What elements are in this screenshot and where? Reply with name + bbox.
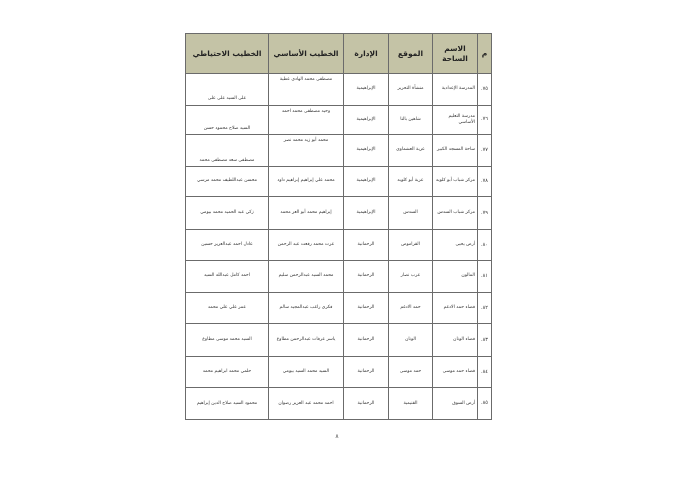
header-place-name: الاسم الساحة (433, 34, 478, 74)
cell-location: الونان (389, 324, 433, 357)
cell-num: ٨٤. (478, 356, 492, 388)
cell-location: منشأة التحرير (389, 74, 433, 106)
cell-alternate-khatib: السيد محمد موسى مطاوع (186, 324, 269, 357)
cell-administration: الإبراهيمية (344, 197, 389, 230)
cell-num: ٨١. (478, 261, 492, 293)
cell-administration: الإبراهيمية (344, 74, 389, 106)
cell-num: ٨٠. (478, 229, 492, 261)
cell-num: ٨٥. (478, 388, 492, 420)
cell-num: ٧٩. (478, 197, 492, 230)
cell-administration: الإبراهيمية (344, 135, 389, 167)
cell-alternate-khatib: عادل احمد عبدالعزيز حسين (186, 229, 269, 261)
header-administration: الإدارة (344, 34, 389, 74)
cell-num: ٧٨. (478, 166, 492, 197)
cell-main-khatib: وحيد مصطفى محمد احمد (269, 105, 344, 135)
cell-num: ٨٣. (478, 324, 492, 357)
cell-location: حمد موسى (389, 356, 433, 388)
table-row (186, 197, 492, 230)
table-row (186, 229, 492, 261)
cell-administration: الرحمانية (344, 356, 389, 388)
cell-place-name: فضاء حمد الادغم (433, 292, 478, 324)
cell-main-khatib: السيد محمد السيد بيومي (269, 356, 344, 388)
cell-administration: الرحمانية (344, 261, 389, 293)
cell-main-khatib: عزت محمد رفعت عبد الرحمن (269, 229, 344, 261)
table-row (186, 324, 492, 357)
cell-place-name: مركز شباب أبو كلوبه (433, 166, 478, 197)
cell-location: شاهين بالنا (389, 105, 433, 135)
table-row (186, 105, 492, 135)
cell-administration: الرحمانية (344, 388, 389, 420)
cell-alternate-khatib: عمر علي علي محمد (186, 292, 269, 324)
cell-location: السدس (389, 197, 433, 230)
header-num: م (478, 34, 492, 74)
cell-administration: الرحمانية (344, 229, 389, 261)
cell-alternate-khatib: السيد صلاح محمود حسن (186, 105, 269, 135)
cell-location: القنيمية (389, 388, 433, 420)
cell-main-khatib: محمد علي إبراهيم إبراهيم داود (269, 166, 344, 197)
table-row (186, 74, 492, 106)
cell-place-name: فضاء الونان (433, 324, 478, 357)
cell-place-name: أرض السوق (433, 388, 478, 420)
cell-place-name: مدرسة التعليم الأساسي (433, 105, 478, 135)
cell-administration: الإبراهيمية (344, 166, 389, 197)
cell-num: ٧٦. (478, 105, 492, 135)
cell-location: القراموص (389, 229, 433, 261)
cell-alternate-khatib: محسن عبداللطيف محمد مرسي (186, 166, 269, 197)
header-alternate-khatib: الخطيب الاحتياطي (186, 34, 269, 74)
cell-main-khatib: فكري راغب عبدالمجيد سالم (269, 292, 344, 324)
header-main-khatib: الخطيب الأساسي (269, 34, 344, 74)
cell-place-name: أرض يحيى (433, 229, 478, 261)
cell-main-khatib: ياسر عرفات عبدالرحمن مطاوع (269, 324, 344, 357)
cell-location: عزبة العشماوي (389, 135, 433, 167)
cell-main-khatib: احمد محمد عبد العزيز رضوان (269, 388, 344, 420)
cell-location: عرب نصار (389, 261, 433, 293)
cell-administration: الرحمانية (344, 324, 389, 357)
cell-administration: الإبراهيمية (344, 105, 389, 135)
cell-main-khatib: محمد أبو زيد محمد نصر (269, 135, 344, 167)
table-row (186, 166, 492, 197)
cell-num: ٨٢. (478, 292, 492, 324)
table-row (186, 356, 492, 388)
cell-alternate-khatib: زكي عبد الحميد محمد بيومي (186, 197, 269, 230)
cell-alternate-khatib: على السيد على على (186, 74, 269, 106)
cell-place-name: ساحة المسجد الكبير (433, 135, 478, 167)
cell-place-name: المالون (433, 261, 478, 293)
cell-alternate-khatib: حلمي محمد ابراهيم محمد (186, 356, 269, 388)
cell-num: ٧٧. (478, 135, 492, 167)
khatib-assignment-table (185, 33, 492, 420)
page-number: ٨ (335, 433, 339, 440)
cell-administration: الرحمانية (344, 292, 389, 324)
header-location: الموقع (389, 34, 433, 74)
cell-alternate-khatib: مصطفى سعد مصطفى محمد (186, 135, 269, 167)
table-row (186, 292, 492, 324)
cell-place-name: المدرسة الإعدادية (433, 74, 478, 106)
cell-place-name: مركز شباب السدس (433, 197, 478, 230)
cell-main-khatib: مصطفى محمد الهادي عطية (269, 74, 344, 106)
table-row (186, 388, 492, 420)
cell-place-name: فضاء حمد موسى (433, 356, 478, 388)
table-row (186, 261, 492, 293)
cell-num: ٧٥. (478, 74, 492, 106)
table-row (186, 135, 492, 167)
cell-location: عزبة أبو كلوبه (389, 166, 433, 197)
cell-main-khatib: محمد السيد عبدالرحمن سليم (269, 261, 344, 293)
cell-alternate-khatib: محمود السيد صلاح الدين إبراهيم (186, 388, 269, 420)
cell-main-khatib: إبراهيم محمد أبو العز محمد (269, 197, 344, 230)
table-header-row (186, 34, 492, 74)
cell-alternate-khatib: احمد كامل عبدالله السيد (186, 261, 269, 293)
cell-location: حمد الادغم (389, 292, 433, 324)
